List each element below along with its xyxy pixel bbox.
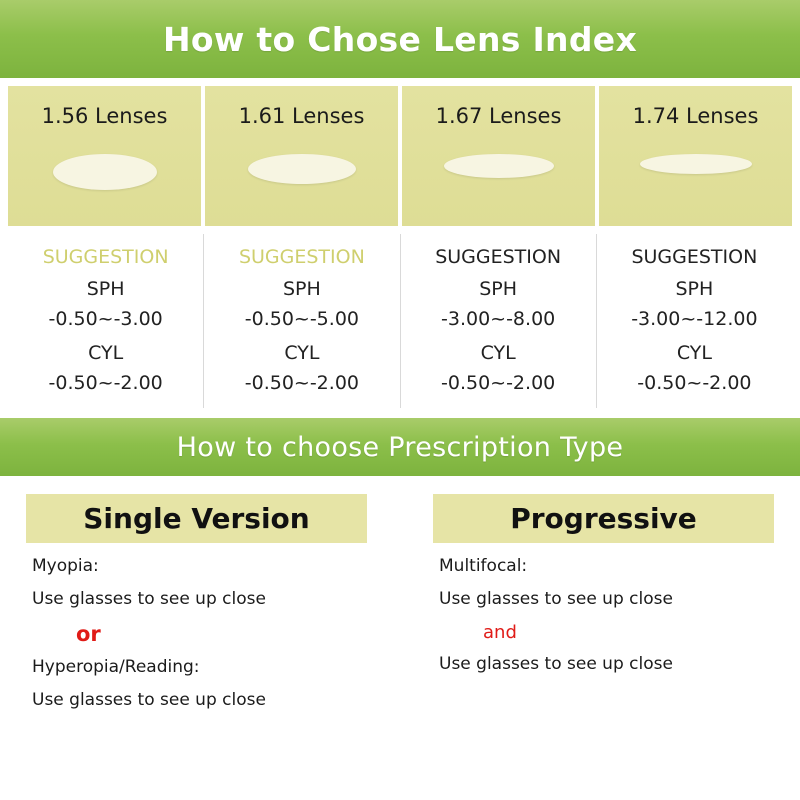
- page-title: How to Chose Lens Index: [162, 19, 638, 59]
- single-version-heading: Single Version: [26, 494, 367, 543]
- sph-value: -0.50~-5.00: [244, 308, 359, 330]
- lens-card-167: [402, 86, 595, 226]
- sph-value: -0.50~-3.00: [48, 308, 163, 330]
- lens-index-row: [0, 78, 800, 226]
- suggestion-title: SUGGESTION: [435, 246, 562, 268]
- progressive-connector: and: [483, 622, 517, 644]
- myopia-text: Use glasses to see up close: [32, 588, 266, 609]
- section-title: How to choose Prescription Type: [176, 431, 624, 463]
- sph-label: SPH: [86, 278, 125, 300]
- lens-card-161: [205, 86, 398, 226]
- cyl-value: -0.50~-2.00: [48, 372, 163, 394]
- cyl-label: CYL: [676, 342, 712, 364]
- suggestion-column-174: [597, 234, 792, 408]
- lens-card-156: [8, 86, 201, 226]
- lens-card-label: 1.56 Lenses: [41, 104, 168, 128]
- suggestion-column-161: [204, 234, 400, 408]
- single-version-body: [26, 543, 367, 710]
- suggestion-title: SUGGESTION: [238, 246, 365, 268]
- prescription-row: [0, 476, 800, 724]
- suggestion-title: SUGGESTION: [631, 246, 758, 268]
- multifocal-text-2: Use glasses to see up close: [439, 654, 673, 675]
- myopia-label: Myopia:: [32, 556, 99, 576]
- cyl-label: CYL: [284, 342, 320, 364]
- hyperopia-text: Use glasses to see up close: [32, 690, 266, 711]
- progressive-body: [433, 543, 774, 674]
- prescription-banner: [0, 418, 800, 476]
- header-banner: [0, 0, 800, 78]
- multifocal-text: Use glasses to see up close: [439, 588, 673, 609]
- cyl-label: CYL: [480, 342, 516, 364]
- suggestion-column-167: [401, 234, 597, 408]
- hyperopia-label: Hyperopia/Reading:: [32, 657, 200, 678]
- lens-shape-icon: [640, 154, 752, 174]
- suggestion-column-156: [8, 234, 204, 408]
- progressive-heading: Progressive: [433, 494, 774, 543]
- single-connector: or: [76, 622, 101, 647]
- sph-label: SPH: [282, 278, 321, 300]
- lens-shape-icon: [53, 154, 157, 190]
- multifocal-label: Multifocal:: [439, 556, 528, 576]
- lens-card-174: [599, 86, 792, 226]
- cyl-value: -0.50~-2.00: [244, 372, 359, 394]
- sph-label: SPH: [675, 278, 714, 300]
- sph-label: SPH: [479, 278, 518, 300]
- sph-value: -3.00~-12.00: [631, 308, 758, 330]
- lens-card-label: 1.74 Lenses: [632, 104, 759, 128]
- lens-card-label: 1.67 Lenses: [435, 104, 562, 128]
- cyl-value: -0.50~-2.00: [441, 372, 556, 394]
- lens-card-label: 1.61 Lenses: [238, 104, 365, 128]
- prescription-card-progressive: [433, 494, 774, 724]
- suggestion-title: SUGGESTION: [42, 246, 169, 268]
- suggestion-row: [0, 226, 800, 418]
- prescription-card-single: [26, 494, 367, 724]
- cyl-value: -0.50~-2.00: [637, 372, 752, 394]
- lens-shape-icon: [444, 154, 554, 178]
- cyl-label: CYL: [88, 342, 124, 364]
- lens-shape-icon: [248, 154, 356, 184]
- sph-value: -3.00~-8.00: [441, 308, 556, 330]
